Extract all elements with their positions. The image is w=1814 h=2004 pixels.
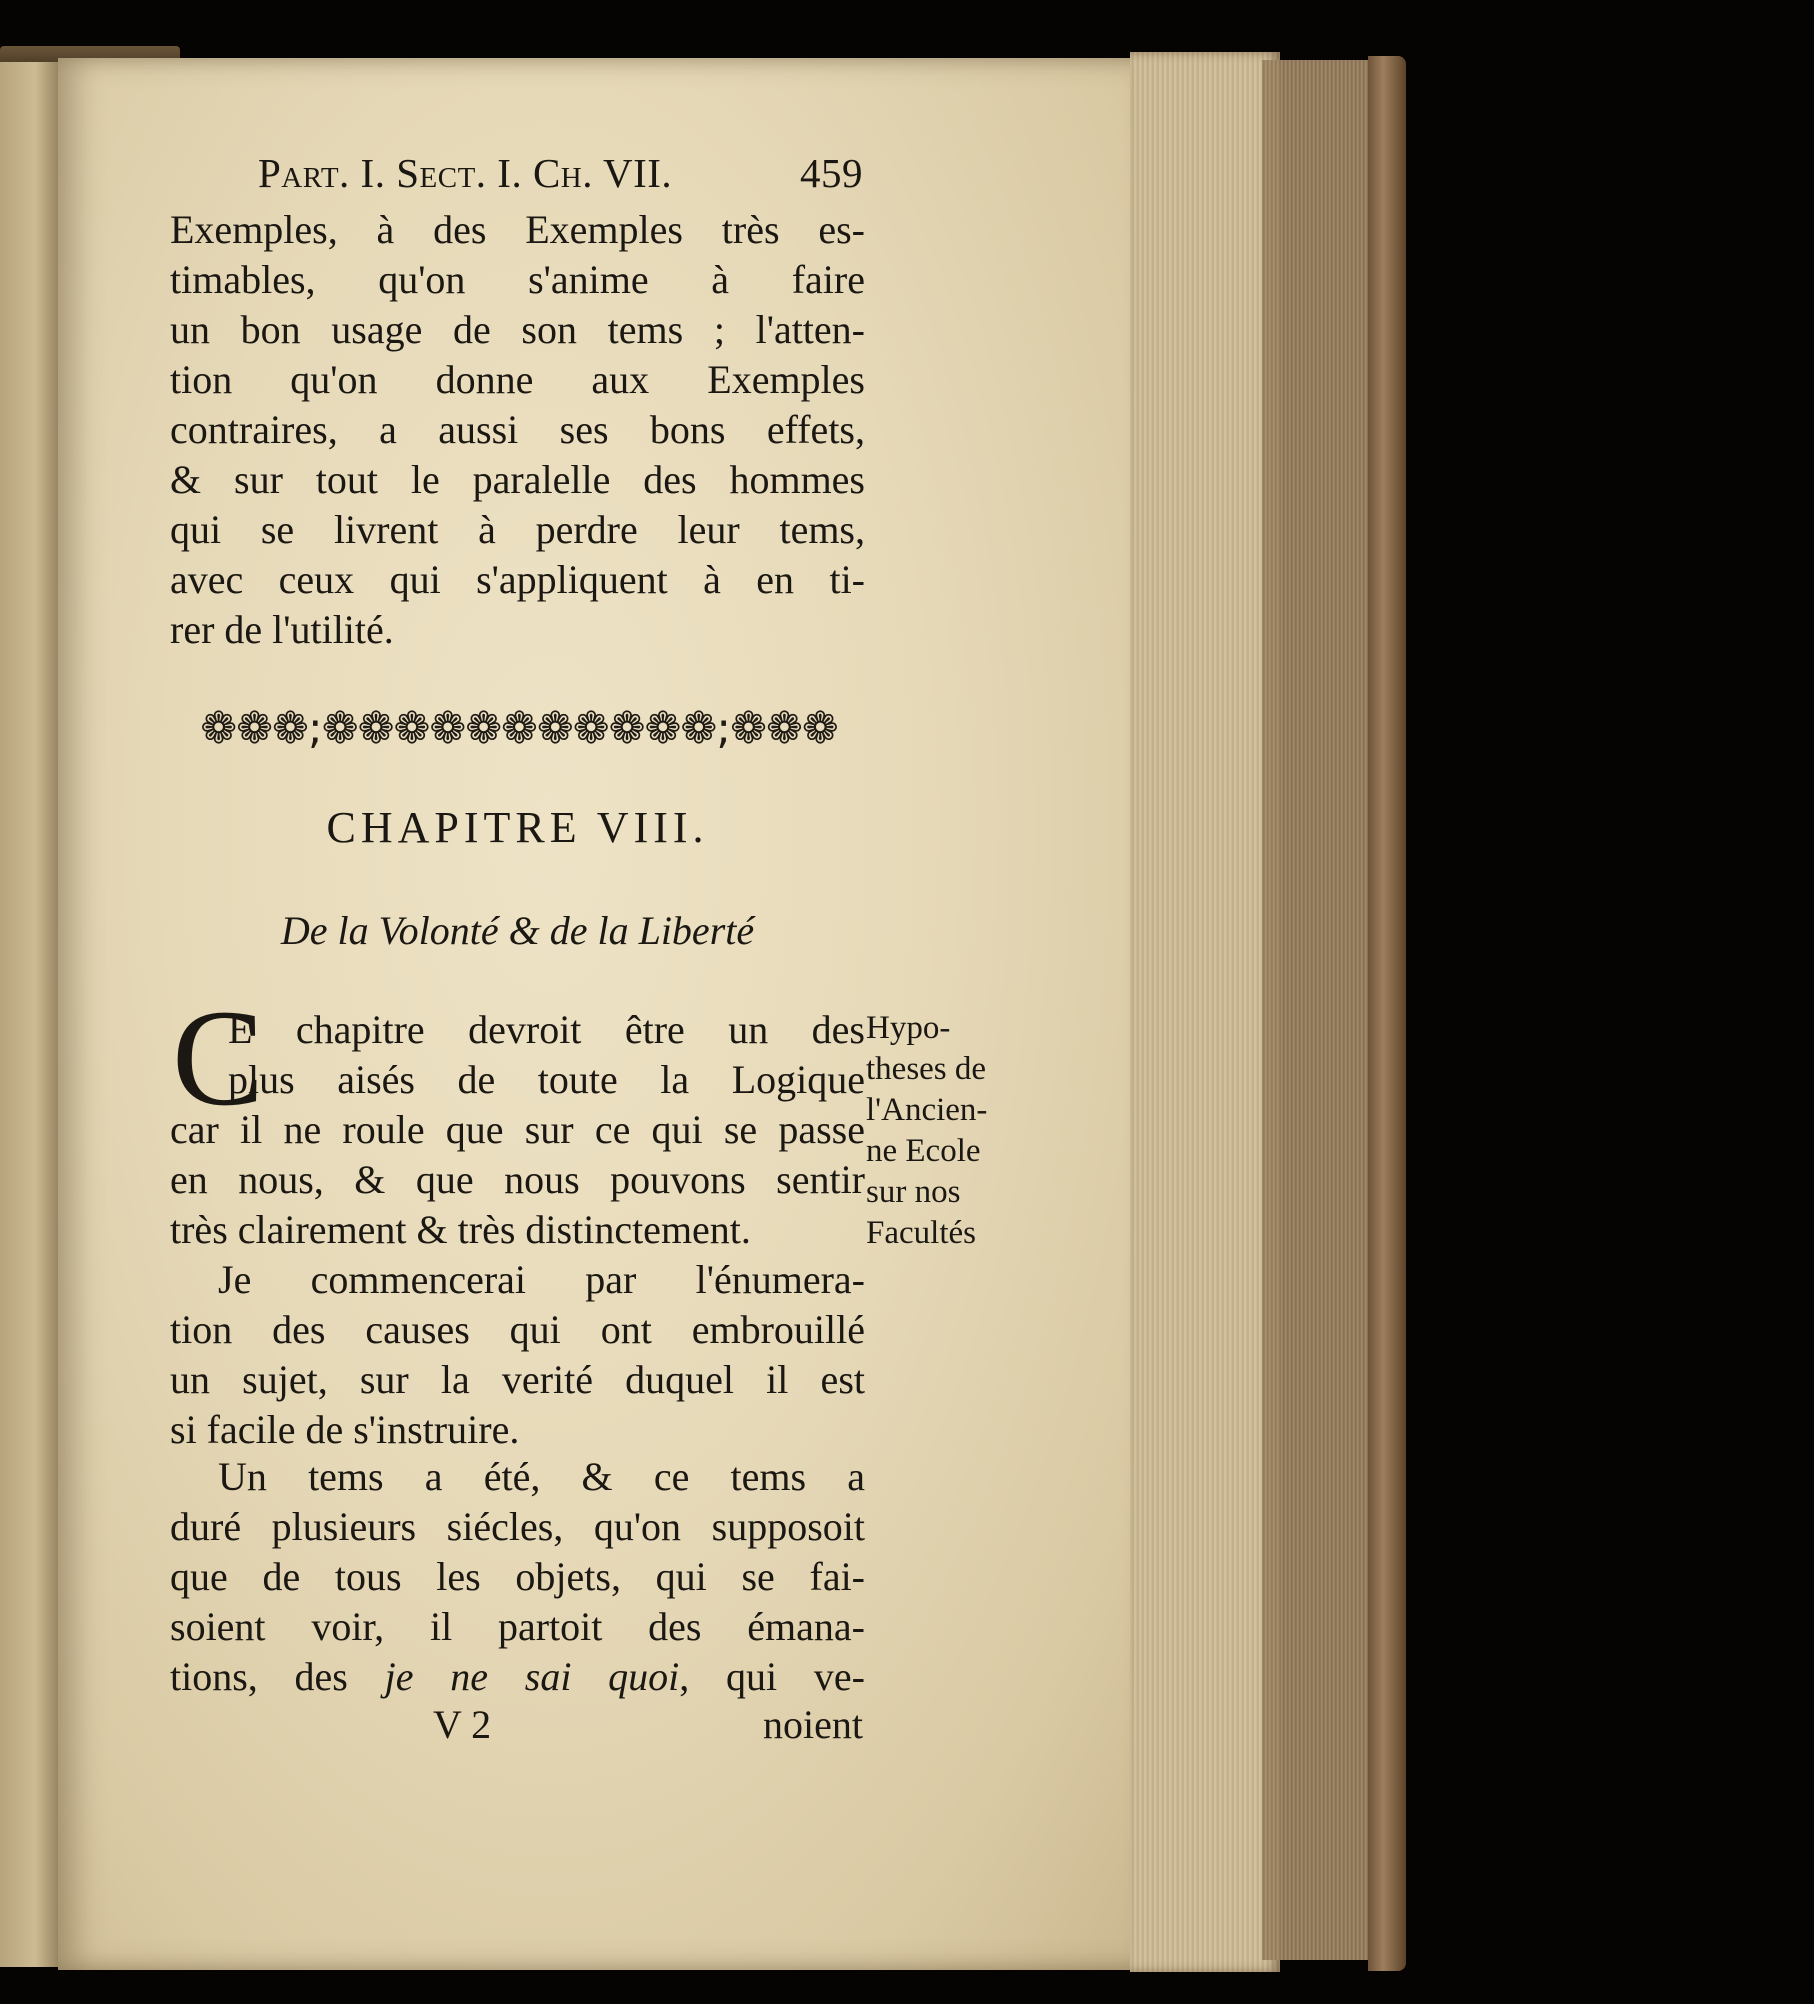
chapter-title: CHAPITRE VIII. (326, 803, 709, 852)
text-line: un bon usage de son tems ; l'atten- (170, 307, 865, 352)
paragraph-third (170, 1452, 865, 1702)
text-line: Un tems a été, & ce tems a (218, 1454, 865, 1499)
text-line: rer de l'utilité. (170, 607, 394, 652)
text-line: E chapitre devroit être un des (228, 1007, 865, 1052)
text-line: Exemples, à des Exemples très es- (170, 207, 865, 252)
margin-note-line: Facultés (866, 1215, 976, 1251)
chapter-subtitle: De la Volonté & de la Liberté (280, 908, 755, 953)
margin-note-line: ne Ecole (866, 1133, 981, 1169)
text-line: si facile de s'instruire. (170, 1407, 520, 1452)
text-line: qui se livrent à perdre leur tems, (170, 507, 865, 552)
text-line: un sujet, sur la verité duquel il est (170, 1357, 865, 1402)
margin-note-line: theses de (866, 1051, 987, 1087)
page-stack-shadow (1262, 60, 1374, 1960)
ornament-band: ❁❁❁;❁❁❁❁❁❁❁❁❁❁❁;❁❁❁ (200, 703, 838, 754)
running-title: Part. I. Sect. I. Ch. VII. (258, 150, 673, 196)
margin-note-line: sur nos (866, 1174, 961, 1210)
paragraph-continued (170, 205, 865, 655)
text-line: tion des causes qui ont embrouillé (170, 1307, 865, 1352)
text-line: plus aisés de toute la Logique (228, 1057, 865, 1102)
text-line: contraires, a aussi ses bons effets, (170, 407, 865, 452)
text-line: timables, qu'on s'anime à faire (170, 257, 865, 302)
signature-mark: V 2 (433, 1702, 492, 1747)
text-line: car il ne roule que sur ce qui se passe (170, 1107, 865, 1152)
text-line: tion qu'on donne aux Exemples (170, 357, 865, 402)
paragraph-first (170, 1005, 865, 1255)
text-line: avec ceux qui s'appliquent à en ti- (170, 557, 865, 602)
text-run: tions, des (170, 1654, 385, 1699)
catchword: noient (763, 1702, 863, 1747)
text-line: très clairement & très distinctement. (170, 1207, 751, 1252)
text-line-mixed (170, 1652, 865, 1702)
margin-note (866, 1008, 1016, 1254)
text-line: que de tous les objets, qui se fai- (170, 1554, 865, 1599)
text-line: en nous, & que nous pouvons sentir (170, 1157, 865, 1202)
page-stack-edge (1130, 52, 1280, 1972)
text-line: soient voir, il partoit des émana- (170, 1604, 865, 1649)
paragraph-second (170, 1255, 865, 1455)
page-number: 459 (800, 150, 863, 196)
margin-note-line: Hypo- (866, 1010, 951, 1046)
running-header (258, 148, 863, 198)
margin-note-line: l'Ancien- (866, 1092, 988, 1128)
text-run: , qui ve- (679, 1654, 865, 1699)
text-line: Je commencerai par l'énumera- (218, 1257, 865, 1302)
text-line: & sur tout le paralelle des hommes (170, 457, 865, 502)
facing-page-edge (0, 62, 64, 1967)
drop-cap: C (172, 981, 265, 1134)
italic-run: je ne sai quoi (384, 1654, 680, 1699)
book-cover-edge (1368, 56, 1406, 1971)
page-footer (170, 1700, 865, 1750)
text-line: duré plusieurs siécles, qu'on supposoit (170, 1504, 865, 1549)
